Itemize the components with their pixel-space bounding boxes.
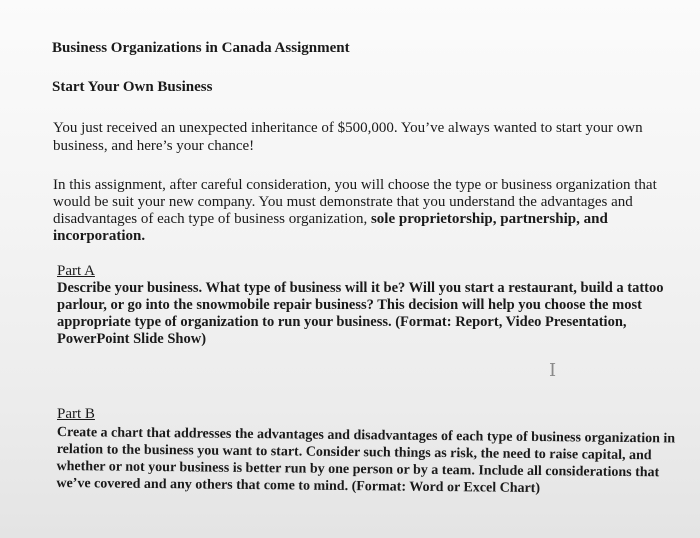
part-a-body: Describe your business. What type of business will it be? Will you start a restaurant, build a tattoo parlour, or go into the snowmobile repair business? This decision will help you choose the most appropriate type of organization to run your business. (Format: Report, Video Presentation, PowerPoint Slide Show) <box>57 280 664 347</box>
part-b-body: Create a chart that addresses the advantages and disadvantages of each type of business organization in relation to the business you want to start. Consider such things as risk, the need to raise capital, and whether or not your business is better run by one person or by a team. Include all considerations that we’ve covered and any others that come to mind. (Format: Word or Excel Chart) <box>56 424 676 497</box>
document-subtitle: Start Your Own Business <box>52 79 213 95</box>
part-b-heading: Part B <box>57 406 95 422</box>
text-cursor-icon: I <box>549 360 557 381</box>
document-title: Business Organizations in Canada Assignment <box>52 40 350 56</box>
organization-types: sole proprietorship, partnership, and incorporation. <box>53 211 608 244</box>
instructions-paragraph <box>53 177 683 245</box>
intro-paragraph: You just received an unexpected inheritance of $500,000. You’ve always wanted to start your own business, and here’s your chance! <box>53 120 643 154</box>
part-a-heading: Part A <box>57 263 95 279</box>
instructions-text: In this assignment, after careful consideration, you will choose the type or business organization that would be suit your new company. You must demonstrate that you understand the advantages and disadvantages of each type of business organization, <box>53 177 657 227</box>
